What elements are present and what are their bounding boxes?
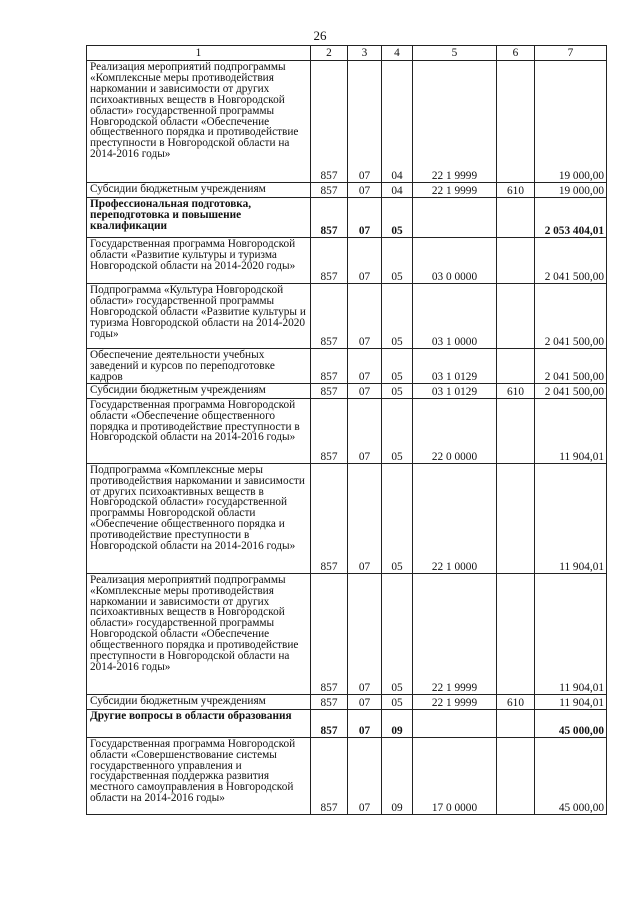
row-target-article-cell: 03 1 0129	[413, 349, 497, 384]
row-section-cell: 07	[348, 737, 382, 814]
table-header-row	[87, 46, 607, 61]
row-target-article-cell: 22 0 0000	[413, 398, 497, 463]
row-subsection-cell: 05	[382, 398, 413, 463]
row-expense-type-cell	[497, 573, 535, 694]
row-name-cell: Подпрограмма «Культура Новгородской области» государственной программы Новгородской области «Развитие культуры и туризма Новгородской области на 2014-2020 годы»	[87, 284, 311, 349]
row-amount-cell: 2 041 500,00	[535, 349, 607, 384]
row-name-cell: Субсидии бюджетным учреждениям	[87, 694, 311, 709]
row-amount-cell: 45 000,00	[535, 709, 607, 737]
row-expense-type-cell	[497, 709, 535, 737]
column-header: 2	[311, 46, 348, 61]
row-section-cell: 07	[348, 398, 382, 463]
table-row	[87, 198, 607, 238]
row-code-cell: 857	[311, 284, 348, 349]
row-expense-type-cell	[497, 61, 535, 183]
row-expense-type-cell	[497, 398, 535, 463]
row-code-cell: 857	[311, 573, 348, 694]
row-subsection-cell: 05	[382, 573, 413, 694]
row-name-cell: Государственная программа Новгородской области «Обеспечение общественного порядка и противодействие преступности в Новгородской области на 2014-2016 годы»	[87, 398, 311, 463]
row-name-cell: Государственная программа Новгородской области «Развитие культуры и туризма Новгородской области на 2014-2020 годы»	[87, 238, 311, 284]
row-code-cell: 857	[311, 198, 348, 238]
row-code-cell: 857	[311, 463, 348, 573]
row-name-cell: Другие вопросы в области образования	[87, 709, 311, 737]
row-amount-cell: 45 000,00	[535, 737, 607, 814]
row-expense-type-cell	[497, 349, 535, 384]
row-expense-type-cell	[497, 198, 535, 238]
column-header: 7	[535, 46, 607, 61]
table-row	[87, 349, 607, 384]
row-code-cell: 857	[311, 383, 348, 398]
table-row	[87, 383, 607, 398]
row-amount-cell: 19 000,00	[535, 183, 607, 198]
row-target-article-cell: 03 1 0000	[413, 284, 497, 349]
row-target-article-cell: 22 1 9999	[413, 573, 497, 694]
row-expense-type-cell	[497, 284, 535, 349]
row-target-article-cell: 03 1 0129	[413, 383, 497, 398]
row-code-cell: 857	[311, 737, 348, 814]
row-code-cell: 857	[311, 694, 348, 709]
row-amount-cell: 11 904,01	[535, 694, 607, 709]
table-row	[87, 737, 607, 814]
page-number: 26	[313, 28, 327, 43]
row-name-cell: Государственная программа Новгородской области «Совершенствование системы государственного управления и государственная поддержка развития местного самоуправления в Новгородской области на 2014-2016 годы»	[87, 737, 311, 814]
row-amount-cell: 19 000,00	[535, 61, 607, 183]
row-target-article-cell: 17 0 0000	[413, 737, 497, 814]
table-row	[87, 238, 607, 284]
row-target-article-cell: 22 1 9999	[413, 694, 497, 709]
column-header: 6	[497, 46, 535, 61]
row-code-cell: 857	[311, 398, 348, 463]
row-subsection-cell: 04	[382, 183, 413, 198]
row-expense-type-cell	[497, 737, 535, 814]
row-name-cell: Субсидии бюджетным учреждениям	[87, 383, 311, 398]
row-expense-type-cell	[497, 238, 535, 284]
row-code-cell: 857	[311, 709, 348, 737]
row-section-cell: 07	[348, 183, 382, 198]
column-header: 5	[413, 46, 497, 61]
row-subsection-cell: 05	[382, 383, 413, 398]
row-name-cell: Реализация мероприятий подпрограммы «Комплексные меры противодействия наркомании и зависимости от других психоактивных веществ в Новгородской области» государственной программы Новгородской области «Обеспечение общественного порядка и противодействие преступности в Новгородской области на 2014-2016 годы»	[87, 573, 311, 694]
row-section-cell: 07	[348, 284, 382, 349]
row-section-cell: 07	[348, 383, 382, 398]
row-code-cell: 857	[311, 61, 348, 183]
row-name-cell: Реализация мероприятий подпрограммы «Комплексные меры противодействия наркомании и зависимости от других психоактивных веществ в Новгородской области» государственной программы Новгородской области «Обеспечение общественного порядка и противодействие преступности в Новгородской области на 2014-2016 годы»	[87, 61, 311, 183]
row-code-cell: 857	[311, 238, 348, 284]
row-section-cell: 07	[348, 349, 382, 384]
row-section-cell: 07	[348, 463, 382, 573]
row-amount-cell: 11 904,01	[535, 573, 607, 694]
table-row	[87, 183, 607, 198]
row-section-cell: 07	[348, 709, 382, 737]
row-amount-cell: 2 041 500,00	[535, 238, 607, 284]
row-subsection-cell: 05	[382, 463, 413, 573]
column-header: 3	[348, 46, 382, 61]
column-header: 1	[87, 46, 311, 61]
row-amount-cell: 2 041 500,00	[535, 284, 607, 349]
row-subsection-cell: 05	[382, 694, 413, 709]
row-expense-type-cell: 610	[497, 383, 535, 398]
row-code-cell: 857	[311, 183, 348, 198]
row-name-cell: Обеспечение деятельности учебных заведений и курсов по переподготовке кадров	[87, 349, 311, 384]
row-subsection-cell: 05	[382, 238, 413, 284]
row-target-article-cell: 22 1 9999	[413, 61, 497, 183]
row-name-cell: Подпрограмма «Комплексные меры противодействия наркомании и зависимости от других психоактивных веществ в Новгородской области» государственной программы Новгородской области «Обеспечение общественного порядка и противодействие преступности в Новгородской области на 2014-2016 годы»	[87, 463, 311, 573]
row-name-cell: Субсидии бюджетным учреждениям	[87, 183, 311, 198]
row-subsection-cell: 05	[382, 284, 413, 349]
row-code-cell: 857	[311, 349, 348, 384]
row-section-cell: 07	[348, 61, 382, 183]
column-header: 4	[382, 46, 413, 61]
row-subsection-cell: 09	[382, 737, 413, 814]
row-amount-cell: 2 053 404,01	[535, 198, 607, 238]
row-target-article-cell	[413, 709, 497, 737]
row-expense-type-cell: 610	[497, 694, 535, 709]
row-amount-cell: 2 041 500,00	[535, 383, 607, 398]
table-row	[87, 709, 607, 737]
row-subsection-cell: 04	[382, 61, 413, 183]
table-row	[87, 61, 607, 183]
row-target-article-cell	[413, 198, 497, 238]
table-row	[87, 694, 607, 709]
table-row	[87, 284, 607, 349]
row-target-article-cell: 22 1 9999	[413, 183, 497, 198]
row-subsection-cell: 05	[382, 349, 413, 384]
row-section-cell: 07	[348, 198, 382, 238]
table-row	[87, 463, 607, 573]
row-section-cell: 07	[348, 238, 382, 284]
row-amount-cell: 11 904,01	[535, 463, 607, 573]
row-target-article-cell: 22 1 0000	[413, 463, 497, 573]
row-amount-cell: 11 904,01	[535, 398, 607, 463]
table-row	[87, 573, 607, 694]
row-section-cell: 07	[348, 573, 382, 694]
row-expense-type-cell	[497, 463, 535, 573]
row-target-article-cell: 03 0 0000	[413, 238, 497, 284]
row-name-cell: Профессиональная подготовка, переподготовка и повышение квалификации	[87, 198, 311, 238]
row-subsection-cell: 05	[382, 198, 413, 238]
row-section-cell: 07	[348, 694, 382, 709]
row-subsection-cell: 09	[382, 709, 413, 737]
table-row	[87, 398, 607, 463]
row-expense-type-cell: 610	[497, 183, 535, 198]
budget-table	[86, 45, 607, 815]
